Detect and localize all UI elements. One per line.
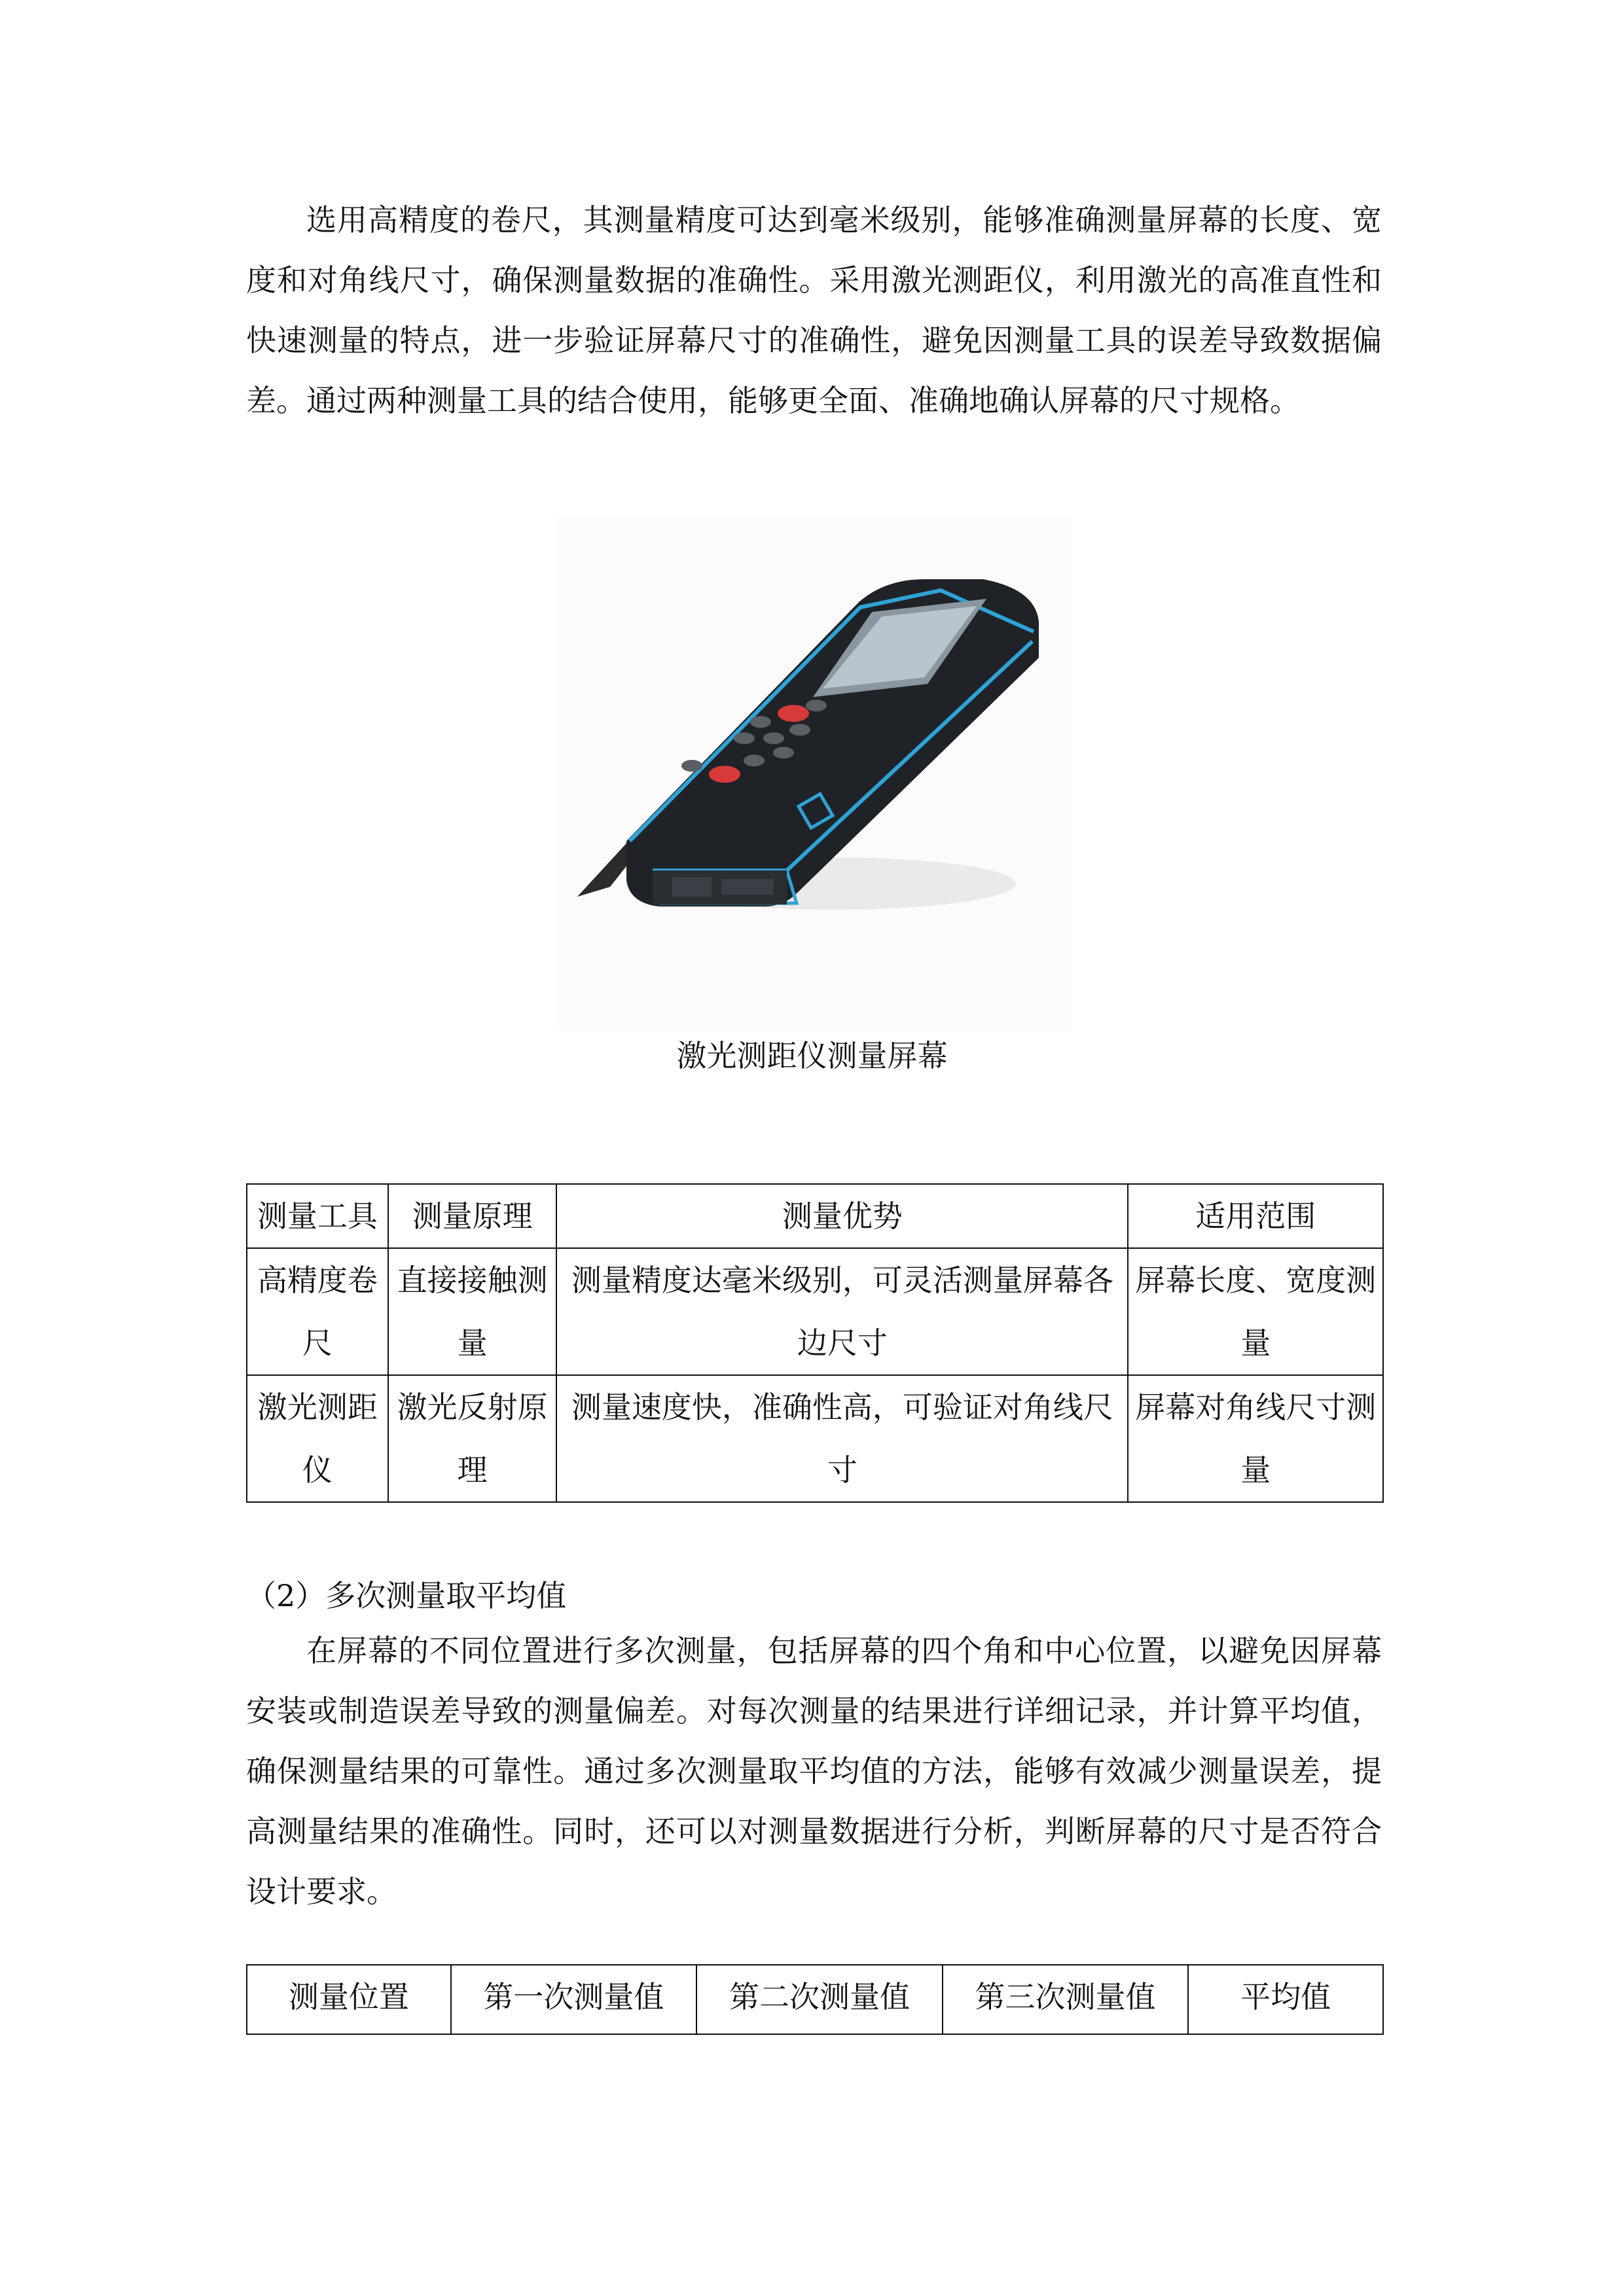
table-header-cell: 测量原理 xyxy=(388,1184,557,1248)
table-header-cell: 测量位置 xyxy=(247,1965,451,2034)
table-row xyxy=(247,1375,1383,1502)
method-paragraph: 在屏幕的不同位置进行多次测量，包括屏幕的四个角和中心位置，以避免因屏幕安装或制造误差导致的测量偏差。对每次测量的结果进行详细记录，并计算平均值，确保测量结果的可靠性。通过多次测量取平均值的方法，能够有效减少测量误差，提高测量结果的准确性。同时，还可以对测量数据进行分析，判断屏幕的尺寸是否符合设计要求。 xyxy=(246,1633,1382,1909)
table-cell: 直接接触测量 xyxy=(388,1248,557,1375)
measurement-tools-table xyxy=(246,1183,1384,1503)
laser-rangefinder-image xyxy=(558,517,1071,1030)
table-cell: 激光反射原理 xyxy=(388,1375,557,1502)
figure-caption: 激光测距仪测量屏幕 xyxy=(676,1038,948,1073)
table-header-row xyxy=(247,1184,1383,1248)
intro-paragraph: 选用高精度的卷尺，其测量精度可达到毫米级别，能够准确测量屏幕的长度、宽度和对角线尺寸，确保测量数据的准确性。采用激光测距仪，利用激光的高准直性和快速测量的特点，进一步验证屏幕尺寸的准确性，避免因测量工具的误差导致数据偏差。通过两种测量工具的结合使用，能够更全面、准确地确认屏幕的尺寸规格。 xyxy=(246,202,1382,418)
measurement-values-table xyxy=(246,1964,1384,2035)
table-header-cell: 平均值 xyxy=(1188,1965,1383,2034)
table-cell: 测量精度达毫米级别，可灵活测量屏幕各边尺寸 xyxy=(556,1248,1128,1375)
table-row xyxy=(247,1248,1383,1375)
section-heading: （2）多次测量取平均值 xyxy=(246,1578,567,1613)
table-header-cell: 第二次测量值 xyxy=(696,1965,943,2034)
table-cell: 屏幕对角线尺寸测量 xyxy=(1128,1375,1383,1502)
table-header-cell: 第三次测量值 xyxy=(943,1965,1189,2034)
table-cell: 高精度卷尺 xyxy=(247,1248,388,1375)
laser-rangefinder-icon xyxy=(558,517,1071,1030)
table-header-row xyxy=(247,1965,1383,2034)
table-header-cell: 第一次测量值 xyxy=(451,1965,697,2034)
table-header-cell: 测量工具 xyxy=(247,1184,388,1248)
table-header-cell: 适用范围 xyxy=(1128,1184,1383,1248)
table-cell: 屏幕长度、宽度测量 xyxy=(1128,1248,1383,1375)
table-cell: 测量速度快，准确性高，可验证对角线尺寸 xyxy=(556,1375,1128,1502)
table-header-cell: 测量优势 xyxy=(556,1184,1128,1248)
table-cell: 激光测距仪 xyxy=(247,1375,388,1502)
